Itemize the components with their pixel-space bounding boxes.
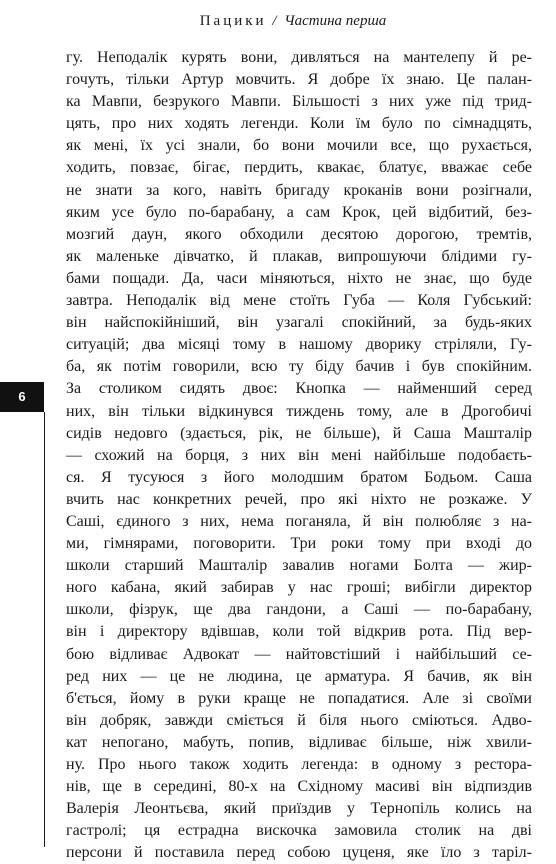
text-line: нів, ще в середині, 80-х на Східному масиві він відпиздив (66, 778, 532, 796)
text-line: Саші, єдиного з них, нема поганяла, й він полюбляє з на- (66, 512, 532, 530)
text-line: них, він тільки відкинувся тиждень тому, але в Дрогобичі (66, 402, 532, 420)
text-line: як мені, їх усі знали, бо вони мочили все, що рухається, (66, 137, 532, 155)
text-line: ситуацій; два місяці тому в нашому дворику стріляли, Гу- (66, 336, 532, 354)
text-line: Валерія Леонтьєва, який приїздив у Тернопіль колись на (66, 800, 532, 818)
text-line: бами пощади. Да, часи міняються, ніхто не знає, що буде (66, 269, 532, 287)
margin-rule (44, 412, 45, 847)
text-line: ну. Про нього також ходить легенда: в одному з ресторa- (66, 756, 532, 773)
page-number: 6 (18, 389, 26, 404)
text-line: школи старший Машталір завалив ногами Болта — жир- (66, 557, 532, 575)
text-line: як маленьке дівчатко, й плакав, випрошуючи блідими гу- (66, 247, 532, 265)
text-line: вчить нас конкретних речей, про які ніхто не розкаже. У (66, 490, 532, 508)
text-line: гу. Неподалік курять вони, дивляться на мантелепу й ре- (66, 49, 532, 66)
text-line: кат непогано, мабуть, попив, відливає більше, ніж хвили- (66, 733, 532, 751)
page-number-tab (0, 382, 44, 412)
text-line: не знати за кого, навіть бригаду кроканів вони розігнали, (66, 181, 532, 199)
text-line: ба, як потім говорили, всю ту біду бачив і був спокійним. (66, 358, 532, 376)
text-line: гастролі; ця естрадна вискочка замовила столик на дві (66, 822, 532, 840)
text-line: ся. Я тусуюся з його молодшим братом Бодьом. Саша (66, 468, 532, 486)
text-line: ред них — це не людина, це арматура. Я бачив, як він (66, 667, 532, 685)
text-line: ходить, повзає, бігає, пердить, квакає, блатує, вважає себе (66, 159, 532, 177)
part-title: Частина перша (284, 13, 387, 29)
text-line: він і директору вдівшав, коли той відкрив рота. Під вер- (66, 623, 532, 641)
text-line: бою відливає Адвокат — найтовстіший і найбільший се- (66, 645, 532, 663)
text-line: сидів недовго (здається, рік, не більше), й Саша Машталір (66, 424, 532, 442)
text-line: ного кабана, який забирав у нас гроші; вибігли директор (66, 579, 532, 597)
text-line: яким усе було по-барабану, а сам Крок, цей відбитий, без- (66, 203, 532, 221)
text-line: ми, гімнярами, поговорити. Три роки тому при вході до (66, 535, 532, 553)
text-line: б'ється, йому в руки краще не попадатися. Але зі своїми (66, 689, 532, 707)
running-header (50, 10, 536, 32)
text-line: ка Мавпи, безрукого Мавпи. Більшості з них уже під трид- (66, 93, 532, 111)
text-line: він найспокійніший, він узагалі спокійний, за будь-яких (66, 314, 532, 332)
text-line: гочуть, тільки Артур мовчить. Я добре їх знаю. Це палан- (66, 71, 532, 89)
text-line: цять, про них ходять легенди. Коли їм було по сімнадцять, (66, 115, 532, 133)
text-line: він добряк, завжди сміється й біля нього сміються. Адво- (66, 711, 532, 729)
text-line: — схожий на борця, з них він мені найбільше подобаєть- (66, 446, 532, 464)
text-line: мозгий даун, якого обходили десятою дорогою, тремтів, (66, 225, 532, 243)
header-separator: / (272, 13, 277, 29)
text-line: завтра. Неподалік від мене стоїть Губа — Коля Губський: (66, 292, 532, 310)
book-title: Пацики (199, 13, 267, 29)
body-text (66, 47, 532, 864)
text-line: персони й поставила перед собою цуценя, яке їло з таріл- (66, 844, 532, 862)
text-line: школи, фізрук, ще два гандони, а Саші — по-барабану, (66, 601, 532, 619)
text-line: За столиком сидять двоє: Кнопка — найменший серед (66, 380, 532, 398)
